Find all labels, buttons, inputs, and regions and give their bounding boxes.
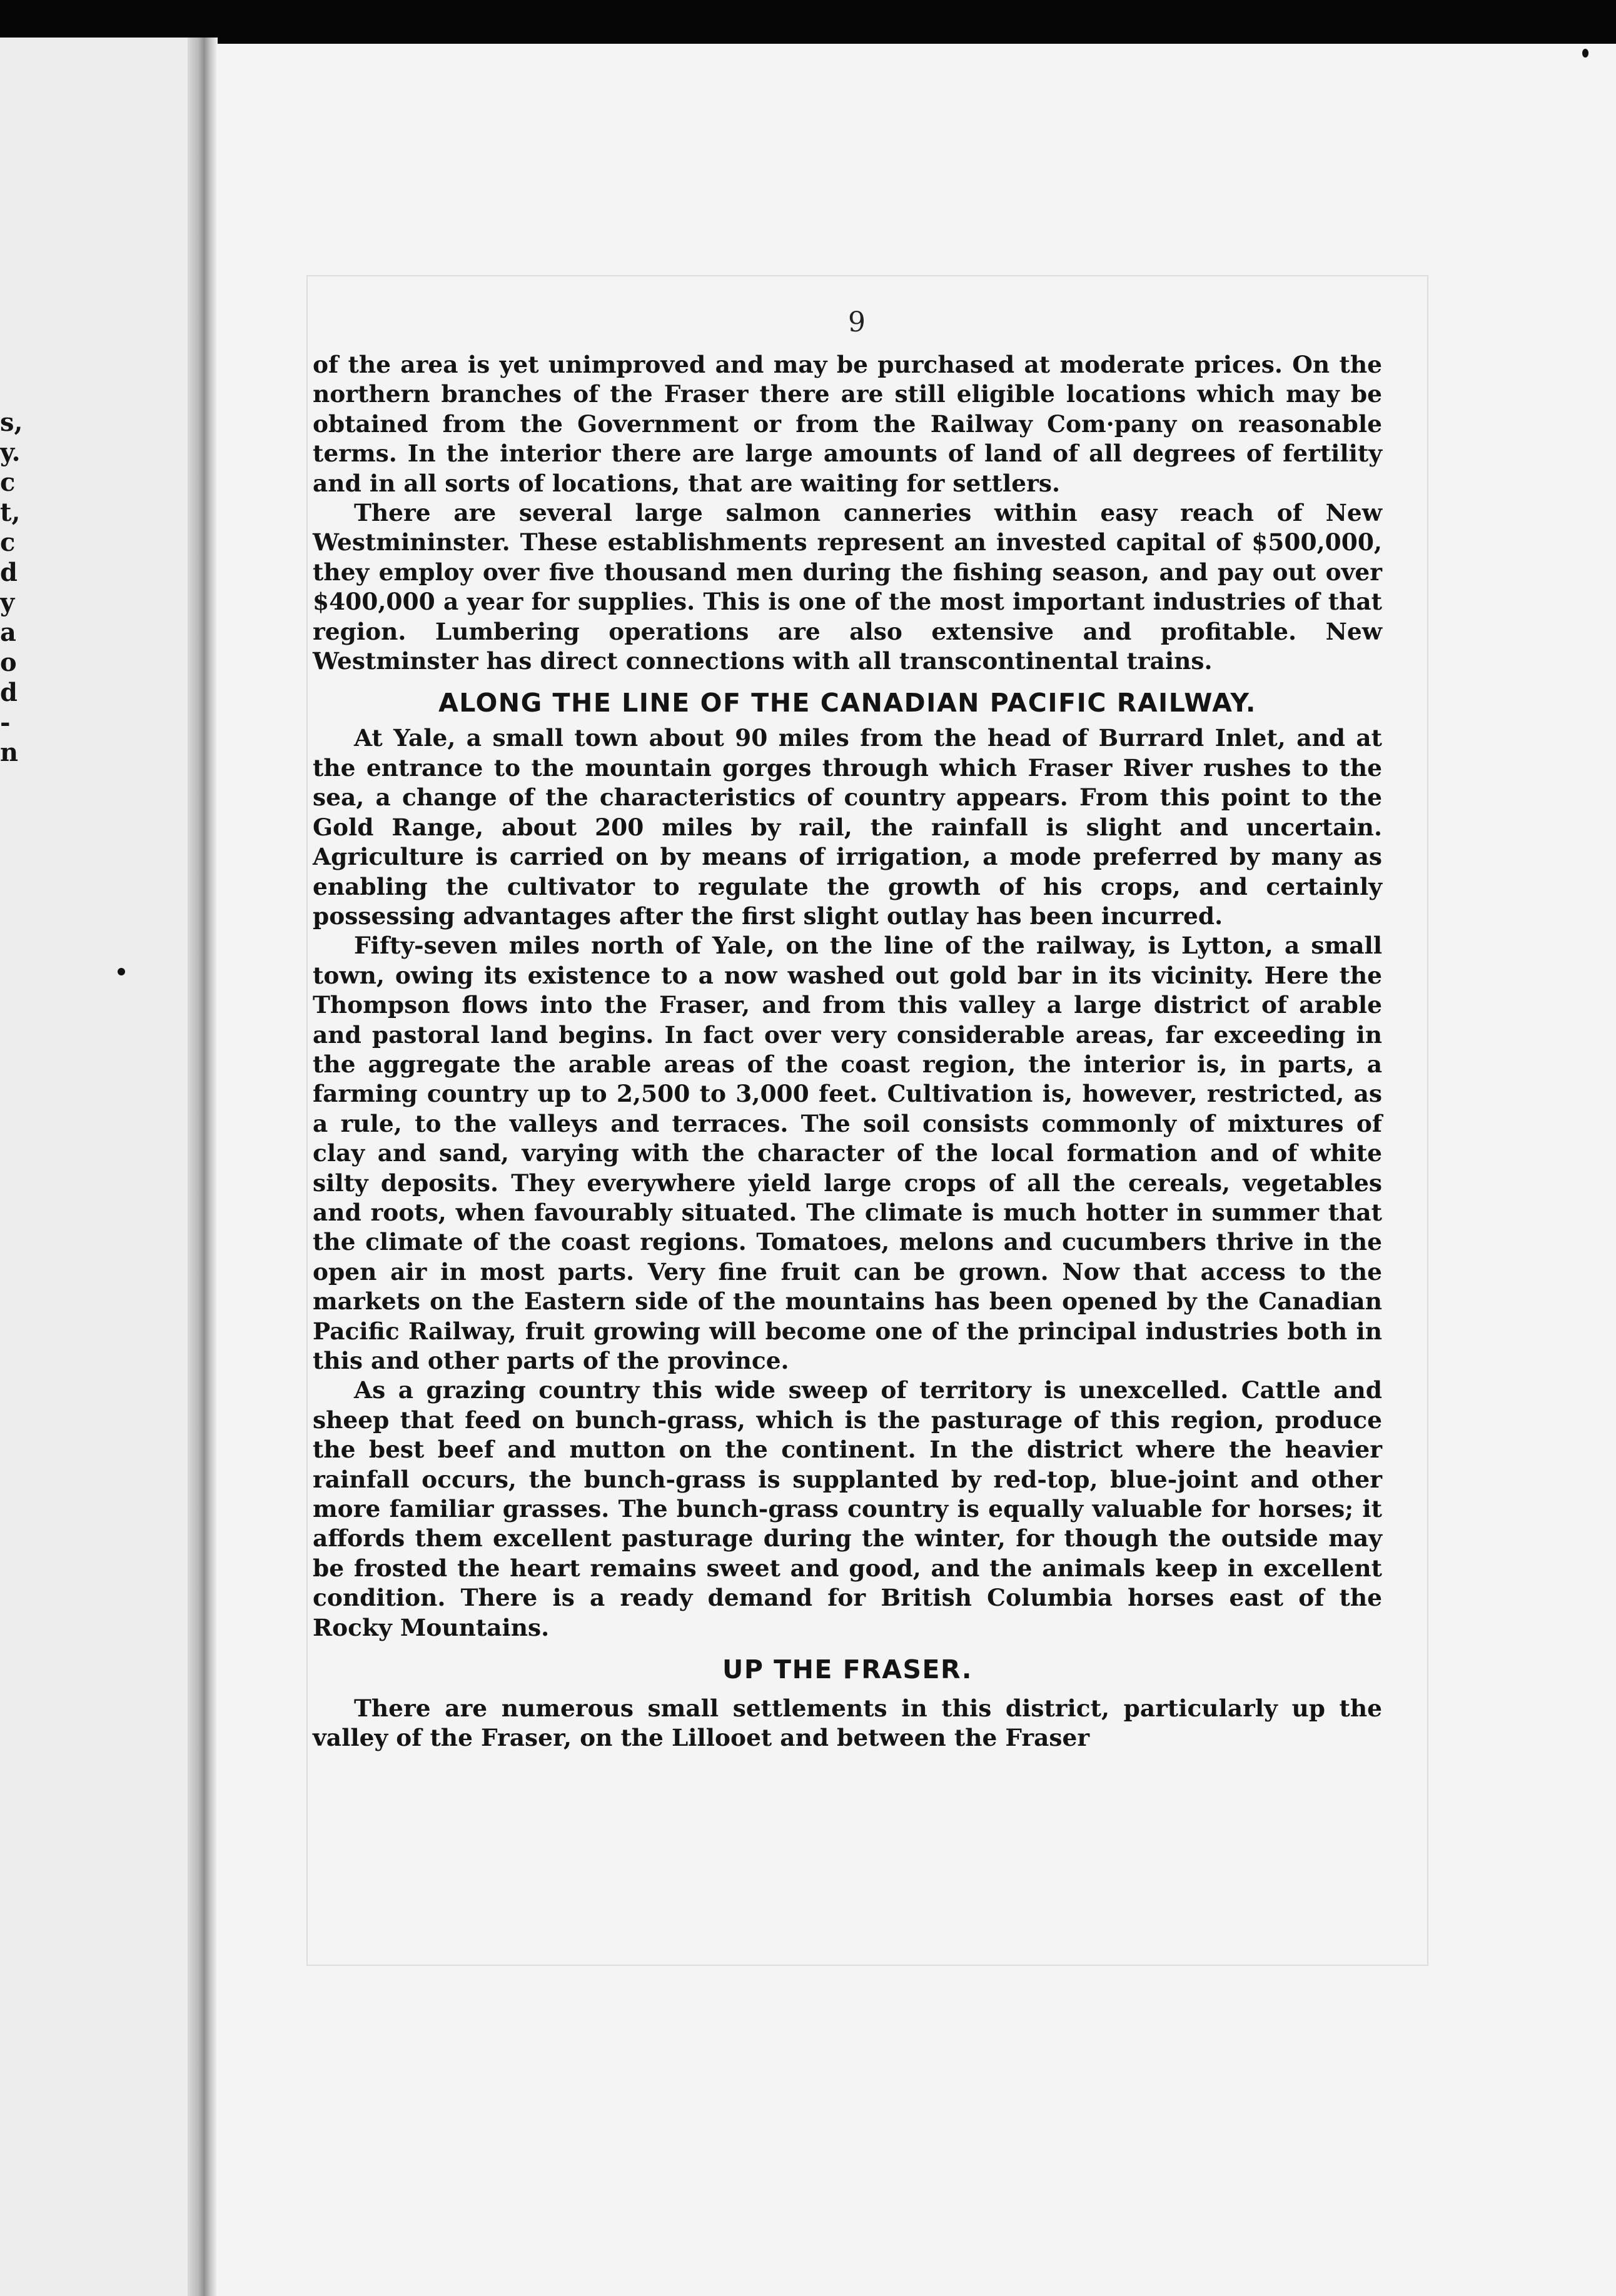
page-body bbox=[313, 350, 1382, 1753]
scan-top-border bbox=[0, 0, 1616, 45]
ink-speck bbox=[1582, 49, 1588, 58]
margin-fragment: t, bbox=[0, 498, 21, 527]
section-heading: UP THE FRASER. bbox=[722, 1654, 972, 1685]
paragraph: Fifty-seven miles north of Yale, on the line of the railway, is Lytton, a small town, owing its existence to a now washed out gold bar in its vicinity. Here the Thompson flows into the Fraser, and from this valley a large district of arable and pastoral land begins. In fact over very considerable areas, far exceeding in the aggregate the arable areas of the coast region, the interior is, in parts, a farming country up to 2,500 to 3,000 feet. Cultivation is, however, restricted, as a rule, to the valleys and terraces. The soil consists commonly of mixtures of clay and sand, varying with the character of the local formation and of white silty deposits. They everywhere yield large crops of all the cereals, vegetables and roots, when favourably situated. The climate is much hotter in summer that the climate of the coast regions. Tomatoes, melons and cucumbers thrive in the open air in most parts. Very fine fruit can be grown. Now that access to the markets on the Eastern side of the mountains has been opened by the Canadian Pacific Railway, fruit growing will become one of the principal industries both in this and other parts of the province. bbox=[313, 932, 1382, 1374]
margin-fragment: - bbox=[0, 708, 11, 737]
paragraph: of the area is yet unimproved and may be purchased at moderate prices. On the northern branches of the Fraser there are still eligible locations which may be obtained from the Government or from the Railway Com·pany on reasonable terms. In the interior there are large amounts of land of all degrees of fertility and in all sorts of locations, that are waiting for settlers. bbox=[313, 351, 1382, 497]
margin-fragment: a bbox=[0, 618, 16, 647]
margin-fragment: y. bbox=[0, 438, 21, 467]
ink-speck bbox=[118, 968, 125, 975]
book-gutter bbox=[188, 38, 218, 2296]
margin-fragment: d bbox=[0, 678, 18, 707]
left-margin-fragments bbox=[0, 408, 23, 768]
margin-fragment: n bbox=[0, 738, 19, 767]
margin-fragment: s, bbox=[0, 408, 23, 437]
page-number: 9 bbox=[848, 306, 866, 338]
paragraph: As a grazing country this wide sweep of territory is unexcelled. Cattle and sheep that feed on bunch-grass, which is the pasturage of this region, produce the best beef and mutton on the continent. In the district where the heavier rainfall occurs, the bunch-grass is supplanted by red-top, blue-joint and other more familiar grasses. The bunch-grass country is equally valuable for horses; it affords them excellent pasturage during the winter, for though the outside may be frosted the heart remains sweet and good, and the animals keep in excellent condition. There is a ready demand for British Columbia horses east of the Rocky Mountains. bbox=[313, 1376, 1382, 1641]
section-heading: ALONG THE LINE OF THE CANADIAN PACIFIC RAILWAY. bbox=[438, 688, 1256, 718]
margin-fragment: d bbox=[0, 558, 18, 587]
margin-fragment: c bbox=[0, 468, 16, 497]
paragraph: There are numerous small settlements in this district, particularly up the valley of the Fraser, on the Lillooet and between the Fraser bbox=[313, 1694, 1382, 1752]
paragraph: There are several large salmon canneries within easy reach of New Westmininster. These establishments represent an invested capital of $500,000, they employ over five thousand men during the fishing season, and pay out over $400,000 a year for supplies. This is one of the most important industries of that region. Lumbering operations are also extensive and profitable. New Westminster has direct connections with all transcontinental trains. bbox=[313, 499, 1382, 675]
margin-fragment: c bbox=[0, 528, 16, 557]
paragraph: At Yale, a small town about 90 miles from the head of Burrard Inlet, and at the entrance to the mountain gorges through which Fraser River rushes to the sea, a change of the characteristics of country appears. From this point to the Gold Range, about 200 miles by rail, the rainfall is slight and uncertain. Agriculture is carried on by means of irrigation, a mode preferred by many as enabling the cultivator to regulate the growth of his crops, and certainly possessing advantages after the first slight outlay has been incurred. bbox=[313, 724, 1382, 930]
left-page-edge bbox=[0, 38, 201, 2296]
margin-fragment: y bbox=[0, 588, 15, 617]
margin-fragment: o bbox=[0, 648, 17, 677]
